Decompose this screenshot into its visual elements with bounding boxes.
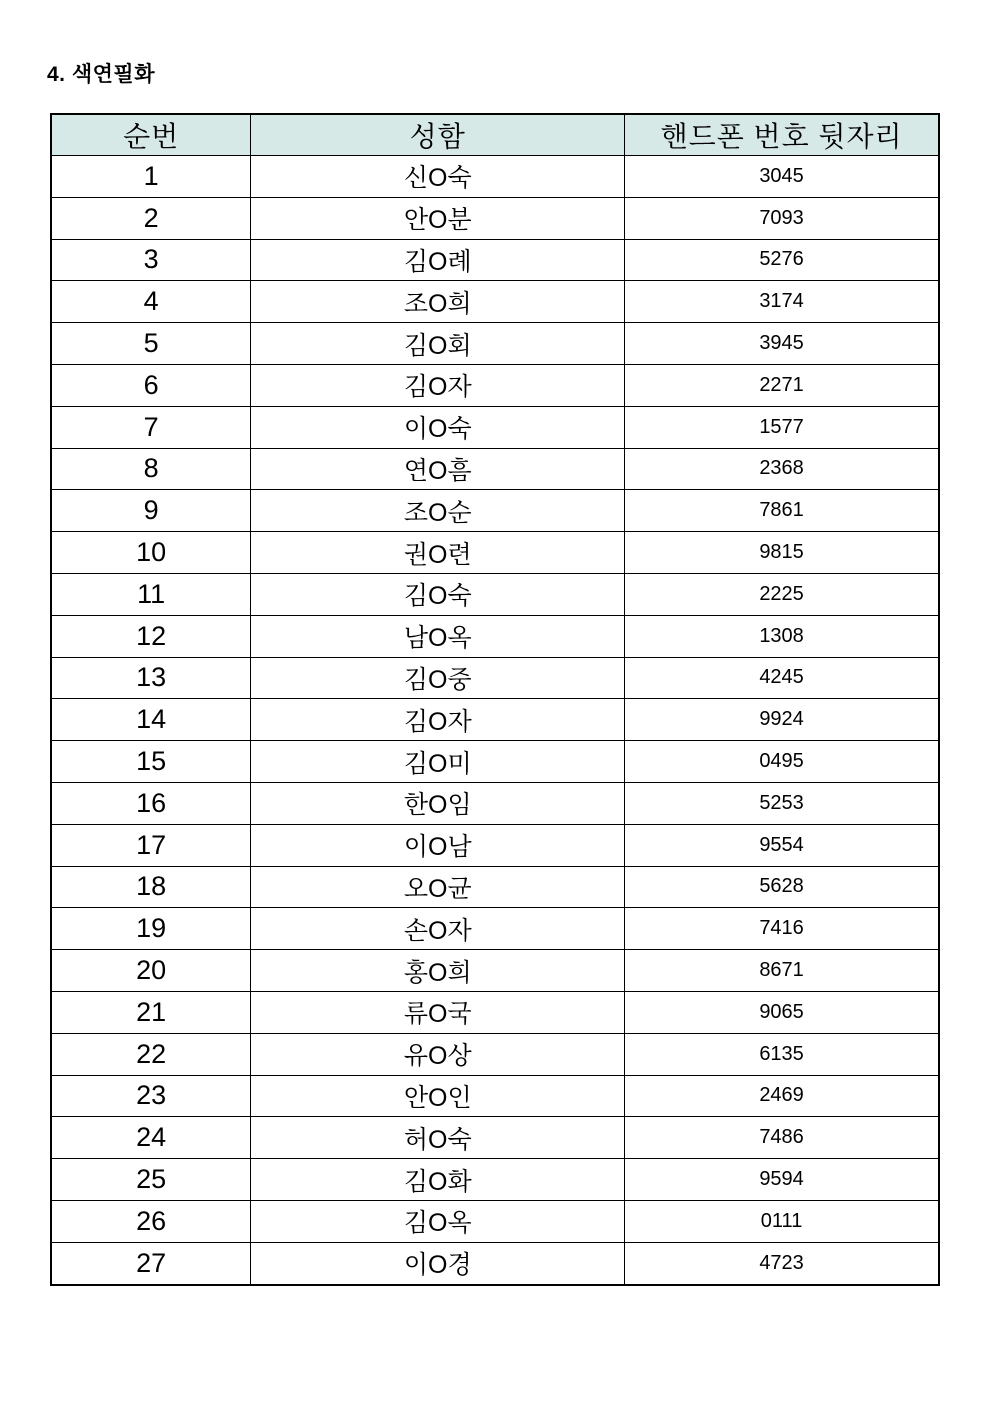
header-phone: 핸드폰 번호 뒷자리 — [625, 114, 939, 156]
cell-phone: 5276 — [625, 239, 939, 281]
cell-name: 조O순 — [251, 490, 625, 532]
table-row — [51, 281, 939, 323]
cell-phone: 7486 — [625, 1117, 939, 1159]
cell-name: 김O회 — [251, 323, 625, 365]
cell-number: 10 — [51, 532, 251, 574]
cell-name: 남O옥 — [251, 615, 625, 657]
cell-number: 7 — [51, 406, 251, 448]
table-row — [51, 741, 939, 783]
header-number: 순번 — [51, 114, 251, 156]
cell-phone: 1577 — [625, 406, 939, 448]
cell-phone: 3045 — [625, 156, 939, 198]
cell-phone: 5253 — [625, 782, 939, 824]
table-row — [51, 323, 939, 365]
roster-table — [50, 113, 940, 1286]
cell-phone: 7416 — [625, 908, 939, 950]
cell-phone: 2469 — [625, 1075, 939, 1117]
cell-name: 김O미 — [251, 741, 625, 783]
cell-number: 27 — [51, 1242, 251, 1284]
cell-name: 류O국 — [251, 991, 625, 1033]
table-row — [51, 197, 939, 239]
cell-phone: 3945 — [625, 323, 939, 365]
cell-number: 12 — [51, 615, 251, 657]
cell-name: 신O숙 — [251, 156, 625, 198]
table-row — [51, 406, 939, 448]
table-row — [51, 657, 939, 699]
cell-number: 17 — [51, 824, 251, 866]
table-row — [51, 991, 939, 1033]
roster-table-body — [51, 156, 939, 1285]
cell-number: 22 — [51, 1033, 251, 1075]
table-row — [51, 699, 939, 741]
cell-phone: 7093 — [625, 197, 939, 239]
cell-name: 홍O희 — [251, 950, 625, 992]
cell-number: 11 — [51, 573, 251, 615]
cell-name: 김O숙 — [251, 573, 625, 615]
table-row — [51, 239, 939, 281]
table-row — [51, 950, 939, 992]
cell-name: 연O흠 — [251, 448, 625, 490]
cell-number: 19 — [51, 908, 251, 950]
cell-name: 김O자 — [251, 364, 625, 406]
cell-number: 3 — [51, 239, 251, 281]
cell-number: 13 — [51, 657, 251, 699]
roster-table-header — [51, 114, 939, 156]
cell-phone: 4245 — [625, 657, 939, 699]
cell-number: 24 — [51, 1117, 251, 1159]
section-title: 4. 색연필화 — [47, 63, 155, 86]
cell-number: 8 — [51, 448, 251, 490]
cell-name: 허O숙 — [251, 1117, 625, 1159]
cell-number: 2 — [51, 197, 251, 239]
cell-number: 9 — [51, 490, 251, 532]
cell-name: 조O희 — [251, 281, 625, 323]
cell-phone: 8671 — [625, 950, 939, 992]
table-row — [51, 615, 939, 657]
cell-name: 김O례 — [251, 239, 625, 281]
cell-number: 16 — [51, 782, 251, 824]
table-row — [51, 1200, 939, 1242]
cell-number: 25 — [51, 1159, 251, 1201]
cell-name: 오O균 — [251, 866, 625, 908]
cell-number: 1 — [51, 156, 251, 198]
header-name: 성함 — [251, 114, 625, 156]
cell-phone: 3174 — [625, 281, 939, 323]
cell-name: 이O남 — [251, 824, 625, 866]
cell-name: 안O인 — [251, 1075, 625, 1117]
cell-phone: 2271 — [625, 364, 939, 406]
cell-phone: 7861 — [625, 490, 939, 532]
cell-name: 한O임 — [251, 782, 625, 824]
cell-phone: 1308 — [625, 615, 939, 657]
cell-number: 14 — [51, 699, 251, 741]
cell-name: 이O숙 — [251, 406, 625, 448]
table-row — [51, 782, 939, 824]
cell-name: 김O자 — [251, 699, 625, 741]
table-row — [51, 448, 939, 490]
cell-phone: 9594 — [625, 1159, 939, 1201]
table-row — [51, 1159, 939, 1201]
cell-phone: 9065 — [625, 991, 939, 1033]
cell-phone: 0495 — [625, 741, 939, 783]
cell-name: 권O련 — [251, 532, 625, 574]
cell-phone: 5628 — [625, 866, 939, 908]
cell-name: 김O옥 — [251, 1200, 625, 1242]
cell-number: 5 — [51, 323, 251, 365]
table-row — [51, 866, 939, 908]
table-row — [51, 908, 939, 950]
cell-number: 21 — [51, 991, 251, 1033]
cell-phone: 6135 — [625, 1033, 939, 1075]
cell-number: 23 — [51, 1075, 251, 1117]
cell-number: 26 — [51, 1200, 251, 1242]
cell-name: 이O경 — [251, 1242, 625, 1284]
cell-name: 김O화 — [251, 1159, 625, 1201]
cell-phone: 4723 — [625, 1242, 939, 1284]
cell-phone: 2368 — [625, 448, 939, 490]
cell-phone: 0111 — [625, 1200, 939, 1242]
table-row — [51, 1075, 939, 1117]
header-row — [51, 114, 939, 156]
cell-phone: 9815 — [625, 532, 939, 574]
table-row — [51, 1117, 939, 1159]
cell-name: 유O상 — [251, 1033, 625, 1075]
cell-name: 김O중 — [251, 657, 625, 699]
table-row — [51, 1242, 939, 1284]
cell-number: 20 — [51, 950, 251, 992]
cell-phone: 9554 — [625, 824, 939, 866]
table-row — [51, 532, 939, 574]
table-row — [51, 1033, 939, 1075]
table-row — [51, 824, 939, 866]
cell-name: 손O자 — [251, 908, 625, 950]
table-row — [51, 490, 939, 532]
cell-phone: 2225 — [625, 573, 939, 615]
cell-number: 15 — [51, 741, 251, 783]
cell-number: 4 — [51, 281, 251, 323]
table-row — [51, 573, 939, 615]
cell-name: 안O분 — [251, 197, 625, 239]
cell-phone: 9924 — [625, 699, 939, 741]
cell-number: 18 — [51, 866, 251, 908]
table-row — [51, 364, 939, 406]
table-row — [51, 156, 939, 198]
cell-number: 6 — [51, 364, 251, 406]
